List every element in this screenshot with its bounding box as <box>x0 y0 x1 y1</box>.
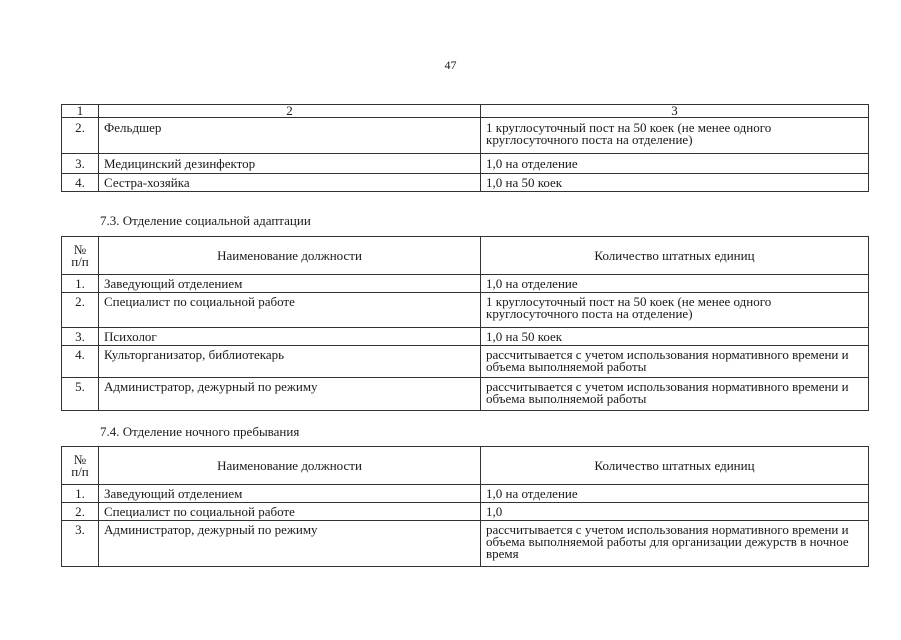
page-number: 47 <box>444 58 457 72</box>
position-cell: Психолог <box>99 328 481 346</box>
row-number: 2. <box>62 503 99 521</box>
row-number: 1. <box>62 485 99 503</box>
staff-table-social-adaptation <box>61 236 869 411</box>
column-number-2: 2 <box>99 105 481 118</box>
row-number: 3. <box>62 154 99 174</box>
header-count: Количество штатных единиц <box>481 237 869 275</box>
table-row <box>62 118 869 154</box>
header-position: Наименование должности <box>99 447 481 485</box>
section-title-7-3: 7.3. Отделение социальной адаптации <box>100 213 311 228</box>
count-cell: 1,0 <box>481 503 869 521</box>
position-cell: Культорганизатор, библиотекарь <box>99 346 481 378</box>
position-cell: Администратор, дежурный по режиму <box>99 521 481 567</box>
count-cell: 1,0 на отделение <box>481 485 869 503</box>
count-cell: 1,0 на 50 коек <box>481 328 869 346</box>
staff-table-continuation <box>61 104 869 192</box>
table-row <box>62 503 869 521</box>
row-number: 3. <box>62 328 99 346</box>
count-cell: 1,0 на отделение <box>481 275 869 293</box>
table-header-row <box>62 237 869 275</box>
table-header-row <box>62 447 869 485</box>
row-number: 2. <box>62 293 99 328</box>
table-row <box>62 378 869 411</box>
row-number: 2. <box>62 118 99 154</box>
column-number-1: 1 <box>62 105 99 118</box>
count-cell: 1,0 на отделение <box>481 154 869 174</box>
table-row <box>62 346 869 378</box>
row-number: 1. <box>62 275 99 293</box>
count-cell: 1 круглосуточный пост на 50 коек (не менее одного круглосуточного поста на отделение) <box>481 118 869 154</box>
position-cell: Фельдшер <box>99 118 481 154</box>
count-cell: рассчитывается с учетом использования нормативного времени и объема выполняемой работы <box>481 346 869 378</box>
row-number: 3. <box>62 521 99 567</box>
header-num: № п/п <box>62 237 99 275</box>
table-row <box>62 485 869 503</box>
position-cell: Заведующий отделением <box>99 485 481 503</box>
row-number: 5. <box>62 378 99 411</box>
header-num: № п/п <box>62 447 99 485</box>
column-number-row <box>62 105 869 118</box>
position-cell: Специалист по социальной работе <box>99 503 481 521</box>
table-row <box>62 328 869 346</box>
row-number: 4. <box>62 174 99 192</box>
position-cell: Администратор, дежурный по режиму <box>99 378 481 411</box>
table-row <box>62 174 869 192</box>
table-row <box>62 521 869 567</box>
position-cell: Заведующий отделением <box>99 275 481 293</box>
count-cell: 1,0 на 50 коек <box>481 174 869 192</box>
table-row <box>62 293 869 328</box>
count-cell: рассчитывается с учетом использования нормативного времени и объема выполняемой работы для организации дежурств в ночное время <box>481 521 869 567</box>
count-cell: рассчитывается с учетом использования нормативного времени и объема выполняемой работы <box>481 378 869 411</box>
position-cell: Медицинский дезинфектор <box>99 154 481 174</box>
row-number: 4. <box>62 346 99 378</box>
count-cell: 1 круглосуточный пост на 50 коек (не менее одного круглосуточного поста на отделение) <box>481 293 869 328</box>
position-cell: Сестра-хозяйка <box>99 174 481 192</box>
header-position: Наименование должности <box>99 237 481 275</box>
position-cell: Специалист по социальной работе <box>99 293 481 328</box>
staff-table-night-stay <box>61 446 869 567</box>
section-title-7-4: 7.4. Отделение ночного пребывания <box>100 424 300 439</box>
table-row <box>62 154 869 174</box>
column-number-3: 3 <box>481 105 869 118</box>
table-row <box>62 275 869 293</box>
header-count: Количество штатных единиц <box>481 447 869 485</box>
